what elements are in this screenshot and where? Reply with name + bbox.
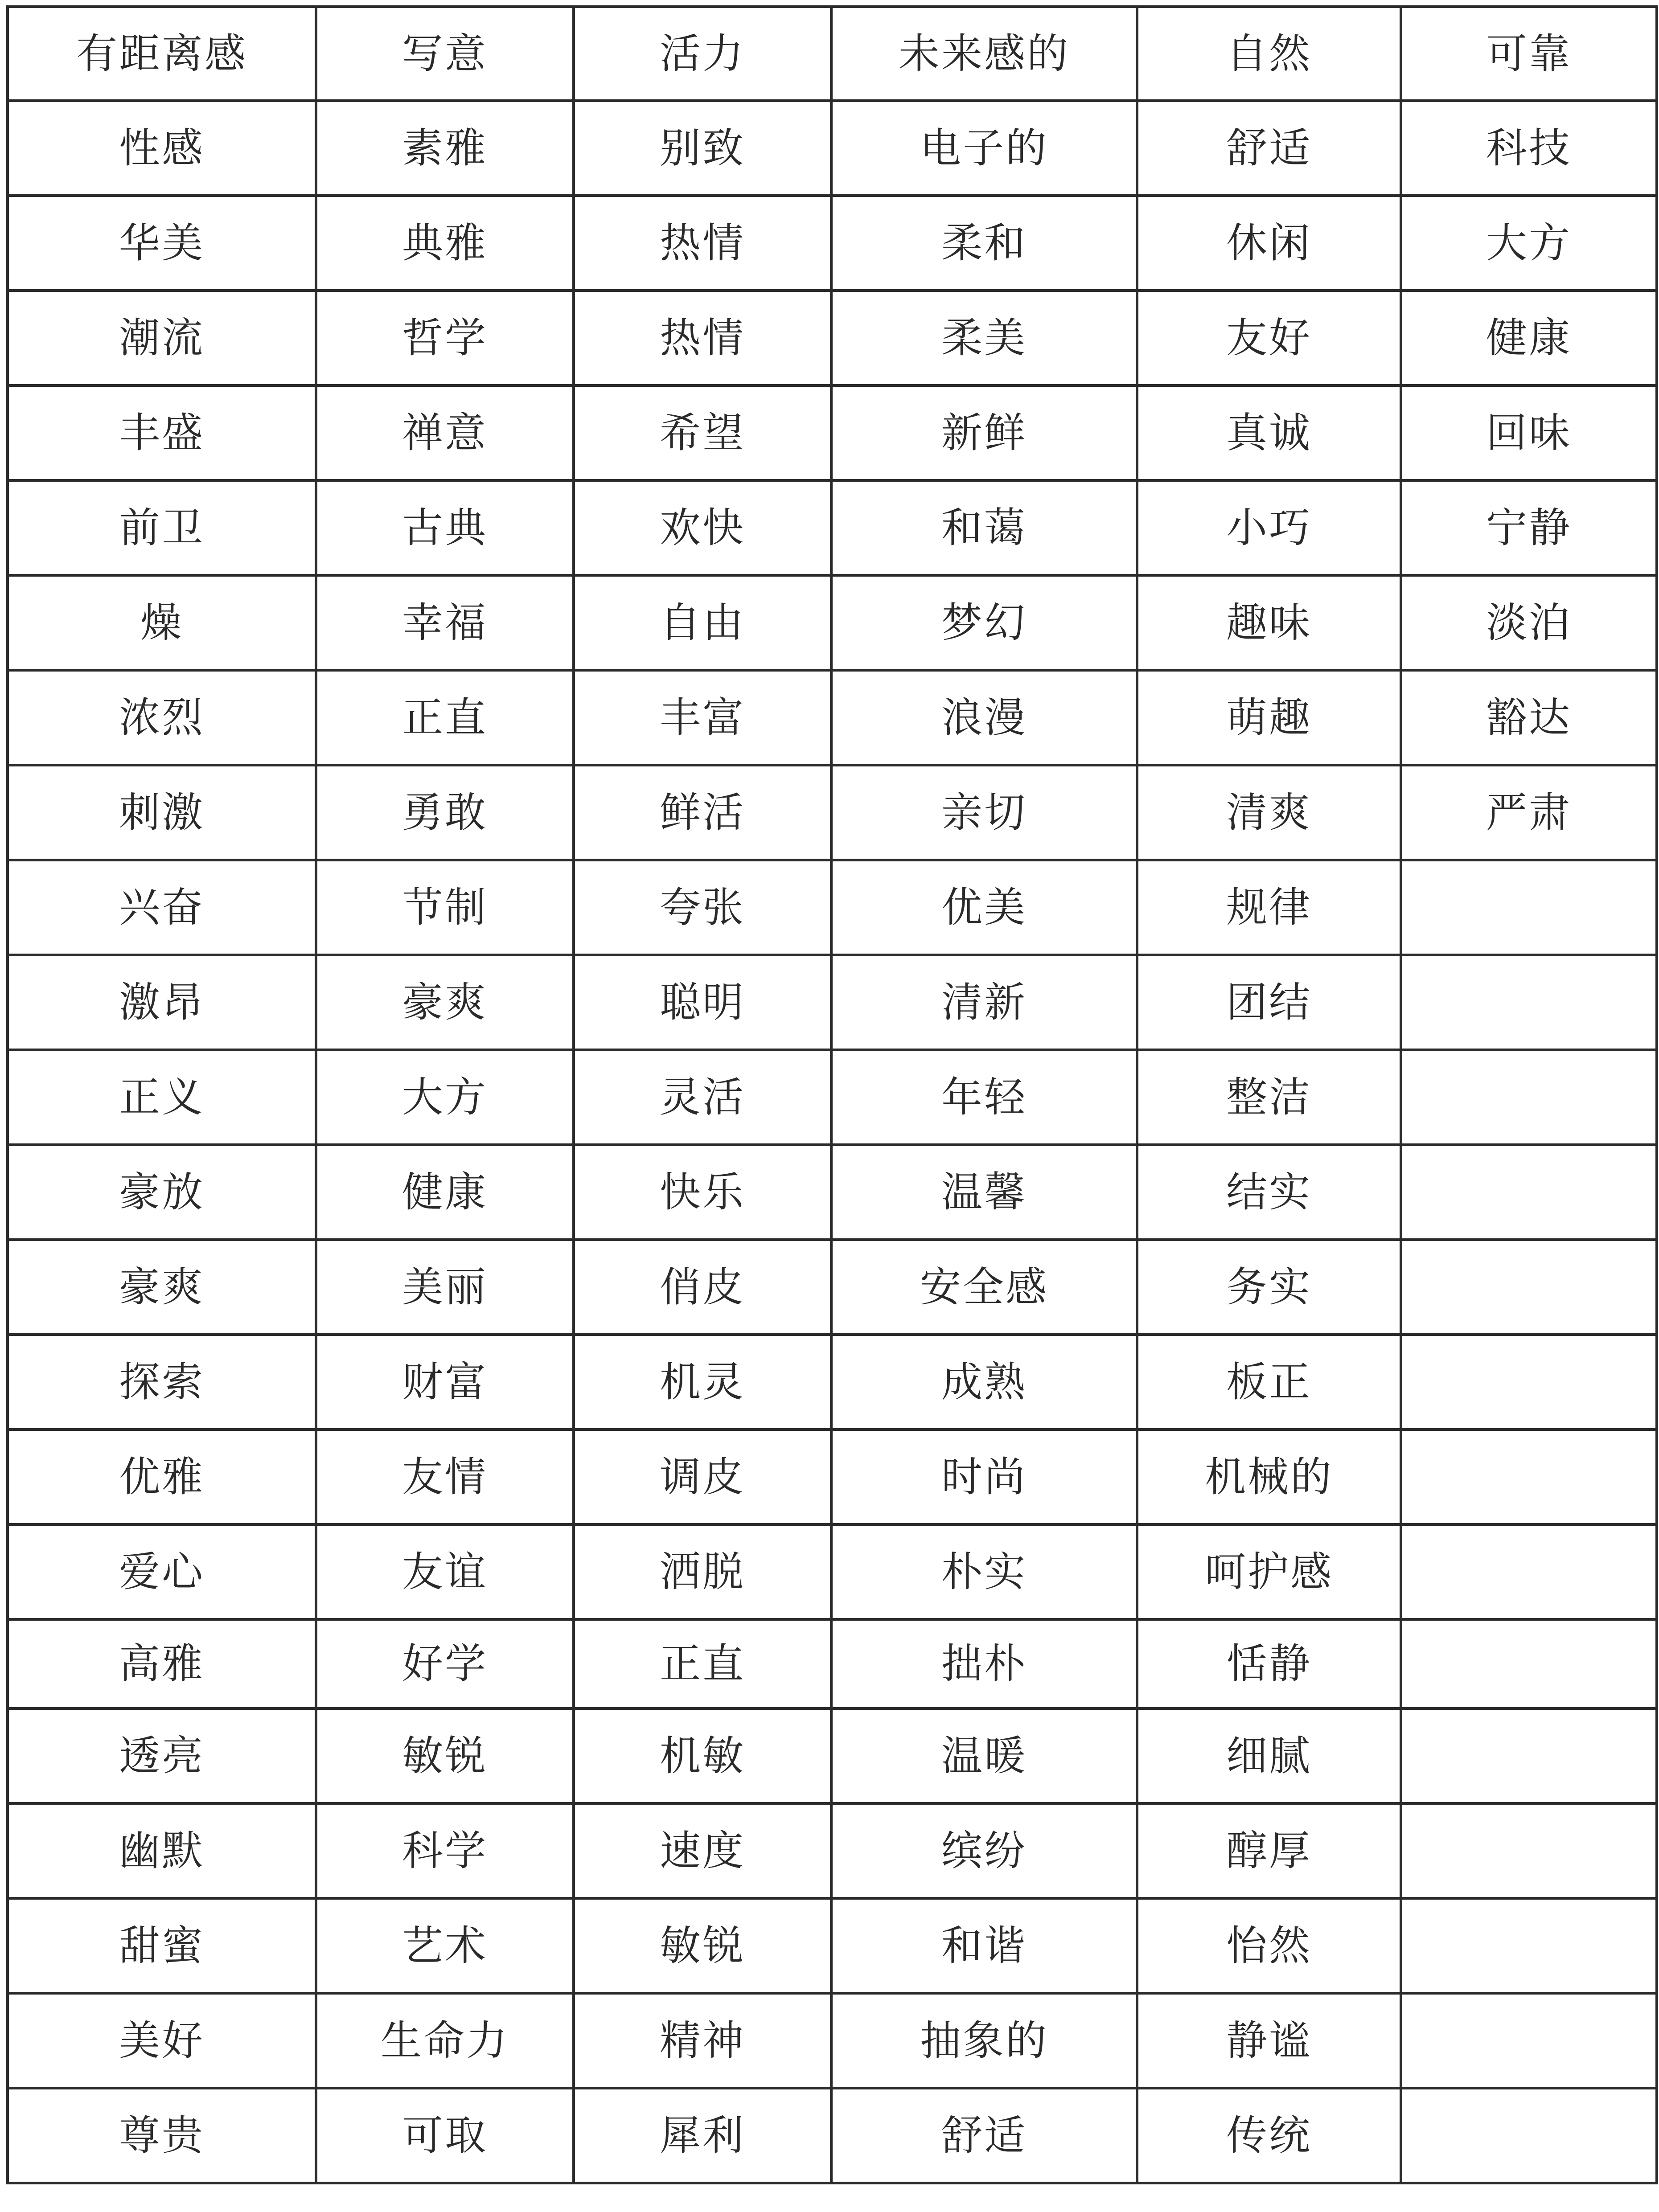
- table-row: [8, 7, 1657, 101]
- table-cell: 典雅: [316, 196, 574, 291]
- table-cell: 大方: [316, 1050, 574, 1145]
- table-cell: 和蔼: [831, 480, 1137, 575]
- table-cell: 年轻: [831, 1050, 1137, 1145]
- table-cell: 洒脱: [574, 1524, 831, 1619]
- table-cell: [1401, 1619, 1657, 1708]
- table-cell: 热情: [574, 291, 831, 385]
- table-cell: 梦幻: [831, 575, 1137, 670]
- table-cell: 潮流: [8, 291, 316, 385]
- table-cell: 有距离感: [8, 7, 316, 101]
- table-cell: 希望: [574, 385, 831, 480]
- table-cell: 丰盛: [8, 385, 316, 480]
- table-cell: 丰富: [574, 670, 831, 765]
- table-row: [8, 291, 1657, 385]
- table-cell: 机械的: [1137, 1430, 1401, 1524]
- table-cell: 安全感: [831, 1240, 1137, 1335]
- table-cell: 好学: [316, 1619, 574, 1708]
- table-cell: 友谊: [316, 1524, 574, 1619]
- table-row: [8, 1240, 1657, 1335]
- table-cell: 快乐: [574, 1145, 831, 1240]
- table-cell: 浪漫: [831, 670, 1137, 765]
- table-cell: 朴实: [831, 1524, 1137, 1619]
- table-cell: 可靠: [1401, 7, 1657, 101]
- table-cell: 华美: [8, 196, 316, 291]
- table-cell: 高雅: [8, 1619, 316, 1708]
- table-cell: 和谐: [831, 1898, 1137, 1993]
- table-cell: 古典: [316, 480, 574, 575]
- table-cell: 豁达: [1401, 670, 1657, 765]
- table-cell: 豪爽: [8, 1240, 316, 1335]
- table-cell: [1401, 1898, 1657, 1993]
- table-row: [8, 670, 1657, 765]
- table-cell: [1401, 1240, 1657, 1335]
- table-cell: 美好: [8, 1993, 316, 2088]
- table-cell: 艺术: [316, 1898, 574, 1993]
- table-row: [8, 101, 1657, 196]
- table-cell: 恬静: [1137, 1619, 1401, 1708]
- table-row: [8, 860, 1657, 955]
- table-cell: 亲切: [831, 765, 1137, 860]
- table-cell: [1401, 1524, 1657, 1619]
- table-row: [8, 1524, 1657, 1619]
- table-cell: 机敏: [574, 1708, 831, 1803]
- table-cell: 写意: [316, 7, 574, 101]
- table-cell: 敏锐: [316, 1708, 574, 1803]
- table-cell: 激昂: [8, 955, 316, 1050]
- table-cell: 刺激: [8, 765, 316, 860]
- table-cell: 温暖: [831, 1708, 1137, 1803]
- table-row: [8, 1898, 1657, 1993]
- table-cell: 温馨: [831, 1145, 1137, 1240]
- table-cell: 哲学: [316, 291, 574, 385]
- table-row: [8, 1708, 1657, 1803]
- table-cell: 别致: [574, 101, 831, 196]
- table-cell: 素雅: [316, 101, 574, 196]
- table-cell: 幸福: [316, 575, 574, 670]
- table-cell: 灵活: [574, 1050, 831, 1145]
- table-cell: 节制: [316, 860, 574, 955]
- table-cell: 精神: [574, 1993, 831, 2088]
- table-cell: 传统: [1137, 2088, 1401, 2183]
- table-row: [8, 1335, 1657, 1430]
- table-cell: 健康: [316, 1145, 574, 1240]
- table-cell: 务实: [1137, 1240, 1401, 1335]
- table-cell: 爱心: [8, 1524, 316, 1619]
- table-cell: 财富: [316, 1335, 574, 1430]
- table-cell: 休闲: [1137, 196, 1401, 291]
- table-cell: 甜蜜: [8, 1898, 316, 1993]
- table-cell: [1401, 1993, 1657, 2088]
- table-cell: 鲜活: [574, 765, 831, 860]
- table-cell: 抽象的: [831, 1993, 1137, 2088]
- table-cell: 友情: [316, 1430, 574, 1524]
- table-row: [8, 1050, 1657, 1145]
- table-row: [8, 1803, 1657, 1898]
- table-cell: 聪明: [574, 955, 831, 1050]
- table-cell: 探索: [8, 1335, 316, 1430]
- table-cell: 勇敢: [316, 765, 574, 860]
- table-cell: 萌趣: [1137, 670, 1401, 765]
- table-cell: 宁静: [1401, 480, 1657, 575]
- table-cell: 尊贵: [8, 2088, 316, 2183]
- table-cell: 新鲜: [831, 385, 1137, 480]
- table-row: [8, 765, 1657, 860]
- table-cell: 拙朴: [831, 1619, 1137, 1708]
- table-row: [8, 1619, 1657, 1708]
- table-cell: 兴奋: [8, 860, 316, 955]
- table-cell: 趣味: [1137, 575, 1401, 670]
- table-row: [8, 1430, 1657, 1524]
- table-row: [8, 480, 1657, 575]
- table-cell: 时尚: [831, 1430, 1137, 1524]
- table-cell: 正直: [574, 1619, 831, 1708]
- table-cell: [1401, 1803, 1657, 1898]
- table-cell: [1401, 1050, 1657, 1145]
- table-cell: 呵护感: [1137, 1524, 1401, 1619]
- table-cell: 整洁: [1137, 1050, 1401, 1145]
- table-row: [8, 196, 1657, 291]
- table-cell: 热情: [574, 196, 831, 291]
- table-cell: 浓烈: [8, 670, 316, 765]
- table-cell: 禅意: [316, 385, 574, 480]
- table-cell: 板正: [1137, 1335, 1401, 1430]
- table-body: [8, 7, 1657, 2183]
- table-cell: [1401, 955, 1657, 1050]
- table-cell: 规律: [1137, 860, 1401, 955]
- table-cell: 优雅: [8, 1430, 316, 1524]
- table-cell: [1401, 1145, 1657, 1240]
- table-cell: [1401, 1430, 1657, 1524]
- table-cell: 科学: [316, 1803, 574, 1898]
- table-row: [8, 2088, 1657, 2183]
- table-cell: 清新: [831, 955, 1137, 1050]
- table-cell: 可取: [316, 2088, 574, 2183]
- table-cell: 醇厚: [1137, 1803, 1401, 1898]
- table-cell: 严肃: [1401, 765, 1657, 860]
- table-cell: 科技: [1401, 101, 1657, 196]
- table-cell: 敏锐: [574, 1898, 831, 1993]
- table-cell: 俏皮: [574, 1240, 831, 1335]
- table-cell: 细腻: [1137, 1708, 1401, 1803]
- table-cell: 性感: [8, 101, 316, 196]
- table-cell: 豪爽: [316, 955, 574, 1050]
- table-cell: 静谧: [1137, 1993, 1401, 2088]
- table-cell: 调皮: [574, 1430, 831, 1524]
- table-cell: 团结: [1137, 955, 1401, 1050]
- table-cell: 幽默: [8, 1803, 316, 1898]
- table-cell: 正义: [8, 1050, 316, 1145]
- table-cell: 柔和: [831, 196, 1137, 291]
- table-cell: 舒适: [1137, 101, 1401, 196]
- table-cell: 回味: [1401, 385, 1657, 480]
- table-cell: 柔美: [831, 291, 1137, 385]
- table-cell: [1401, 1708, 1657, 1803]
- table-cell: 豪放: [8, 1145, 316, 1240]
- table-cell: 未来感的: [831, 7, 1137, 101]
- table-cell: 燥: [8, 575, 316, 670]
- table-cell: [1401, 860, 1657, 955]
- table-cell: 优美: [831, 860, 1137, 955]
- table-cell: 缤纷: [831, 1803, 1137, 1898]
- table-cell: [1401, 1335, 1657, 1430]
- table-cell: 大方: [1401, 196, 1657, 291]
- table-row: [8, 575, 1657, 670]
- table-cell: [1401, 2088, 1657, 2183]
- table-cell: 生命力: [316, 1993, 574, 2088]
- table-cell: 健康: [1401, 291, 1657, 385]
- table-cell: 正直: [316, 670, 574, 765]
- table-cell: 友好: [1137, 291, 1401, 385]
- table-cell: 欢快: [574, 480, 831, 575]
- table-cell: 自然: [1137, 7, 1401, 101]
- table-row: [8, 1145, 1657, 1240]
- table-cell: 自由: [574, 575, 831, 670]
- table-row: [8, 1993, 1657, 2088]
- table-cell: 结实: [1137, 1145, 1401, 1240]
- table-cell: 速度: [574, 1803, 831, 1898]
- table-cell: 成熟: [831, 1335, 1137, 1430]
- table-cell: 电子的: [831, 101, 1137, 196]
- table-cell: 犀利: [574, 2088, 831, 2183]
- table-cell: 机灵: [574, 1335, 831, 1430]
- table-cell: 真诚: [1137, 385, 1401, 480]
- table-cell: 淡泊: [1401, 575, 1657, 670]
- table-row: [8, 955, 1657, 1050]
- table-cell: 小巧: [1137, 480, 1401, 575]
- table-cell: 透亮: [8, 1708, 316, 1803]
- table-cell: 美丽: [316, 1240, 574, 1335]
- table-cell: 活力: [574, 7, 831, 101]
- word-table: [6, 5, 1658, 2184]
- table-cell: 舒适: [831, 2088, 1137, 2183]
- table-cell: 怡然: [1137, 1898, 1401, 1993]
- table-cell: 夸张: [574, 860, 831, 955]
- table-row: [8, 385, 1657, 480]
- table-cell: 前卫: [8, 480, 316, 575]
- table-cell: 清爽: [1137, 765, 1401, 860]
